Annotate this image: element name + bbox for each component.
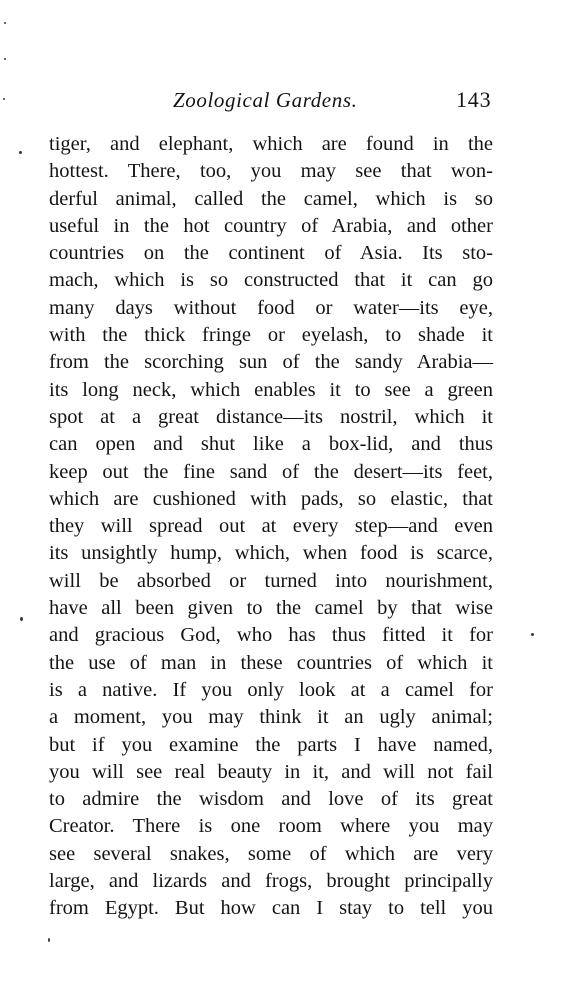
text-line: many days without food or water—its eye, <box>49 296 493 319</box>
text-line: is a native. If you only look at a camel for <box>49 678 493 701</box>
text-line: with the thick fringe or eyelash, to shade it <box>49 324 493 347</box>
text-line: which are cushioned with pads, so elastic, that <box>49 487 493 510</box>
text-line: the use of man in these countries of which it <box>49 651 493 674</box>
page-number: 143 <box>456 87 492 112</box>
running-head-title: Zoological Gardens. <box>173 88 358 112</box>
text-line: to admire the wisdom and love of its great <box>49 788 493 811</box>
print-speck <box>20 617 23 621</box>
text-line: from Egypt. But how can I stay to tell you <box>49 897 493 920</box>
text-line: Creator. There is one room where you may <box>49 815 493 838</box>
text-line: a moment, you may think it an ugly animal; <box>49 706 493 729</box>
text-line: and gracious God, who has thus fitted it for <box>49 624 493 647</box>
text-line: have all been given to the camel by that wise <box>49 597 493 620</box>
text-line: spot at a great distance—its nostril, which it <box>49 405 493 428</box>
text-line: mach, which is so constructed that it can go <box>49 269 493 292</box>
text-line: from the scorching sun of the sandy Arabia— <box>49 351 493 374</box>
text-line: tiger, and elephant, which are found in the <box>49 133 493 155</box>
text-line: its long neck, which enables it to see a green <box>49 378 493 401</box>
text-line: but if you examine the parts I have named, <box>49 733 493 756</box>
body-text <box>49 131 493 923</box>
text-line: useful in the hot country of Arabia, and other <box>49 214 493 237</box>
text-line: will be absorbed or turned into nourishment, <box>49 569 493 592</box>
text-line: they will spread out at every step—and even <box>49 515 493 538</box>
text-line: can open and shut like a box-lid, and thus <box>49 433 493 456</box>
print-speck <box>19 151 22 154</box>
text-line: derful animal, called the camel, which is so <box>49 187 493 210</box>
text-line: hottest. There, too, you may see that won- <box>49 160 493 183</box>
print-speck <box>3 98 5 100</box>
text-line: large, and lizards and frogs, brought principally <box>49 870 493 893</box>
text-line: see several snakes, some of which are very <box>49 842 493 865</box>
print-speck <box>48 938 50 942</box>
text-line: countries on the continent of Asia. Its sto- <box>49 242 493 265</box>
print-speck <box>4 58 6 60</box>
text-line: keep out the fine sand of the desert—its feet, <box>49 460 493 483</box>
text-line: you will see real beauty in it, and will not fail <box>49 760 493 783</box>
text-line: its unsightly hump, which, when food is scarce, <box>49 542 493 565</box>
print-speck <box>4 22 6 24</box>
print-speck <box>531 633 534 636</box>
